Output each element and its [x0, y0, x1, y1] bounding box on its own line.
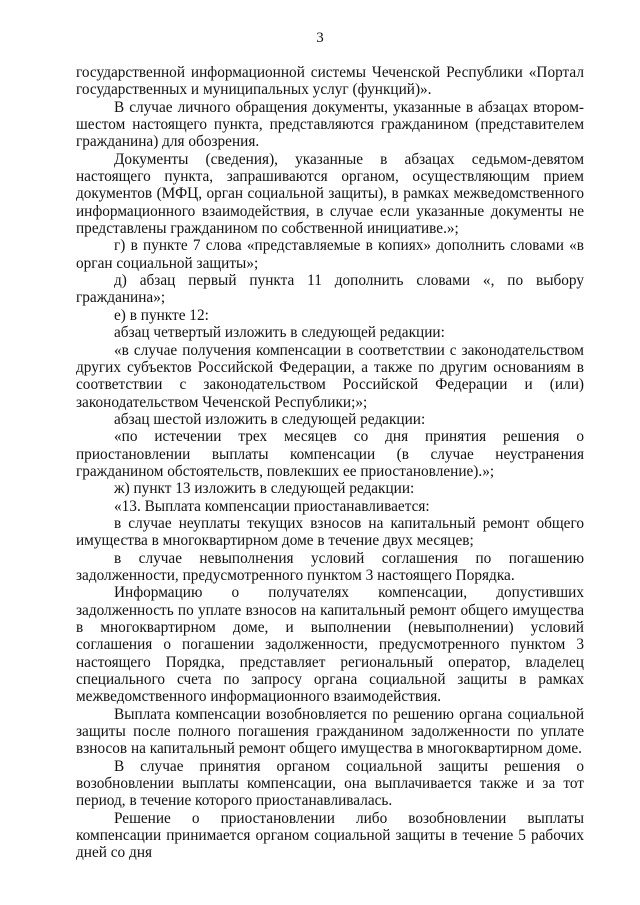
paragraph: в случае невыполнения условий соглашения по погашению задолженности, предусмотренного пунктом 3 настоящего Порядка. [76, 549, 584, 584]
paragraph: в случае неуплаты текущих взносов на капитальный ремонт общего имущества в многоквартирном доме в течение двух месяцев; [76, 514, 584, 550]
paragraph: Выплата компенсации возобновляется по решению органа социальной защиты после полного погашения гражданином задолженности по уплате взносов на капитальный ремонт общего имущества в многоквартирном доме. [76, 705, 584, 758]
paragraph: е) в пункте 12: [114, 306, 209, 324]
paragraph: абзац четвертый изложить в следующей редакции: [114, 324, 445, 342]
paragraph: «в случае получения компенсации в соответствии с законодательством других субъектов Российской Федерации, а также по другим основаниям в соответствии с законодательством Российской Федерации и (или) законодательством Чеченской Республики;»; [76, 341, 584, 411]
paragraph: Решение о приостановлении либо возобновлении выплаты компенсации принимается органом социальной защиты в течение 5 рабочих дней со дня [76, 809, 584, 862]
paragraph: абзац шестой изложить в следующей редакции: [114, 410, 426, 428]
paragraph: «13. Выплата компенсации приостанавливается: [114, 497, 430, 515]
paragraph: В случае личного обращения документы, указанные в абзацах втором-шестом настоящего пункта, представляются гражданином (представителем гражданина) для обозрения. [76, 98, 584, 151]
paragraph: г) в пункте 7 слова «представляемые в копиях» дополнить словами «в орган социальной защиты»; [76, 237, 584, 272]
paragraph: В случае принятия органом социальной защиты решения о возобновлении выплаты компенсации, она выплачивается также и за тот период, в течение которого приостанавливалась. [76, 757, 584, 810]
document-body [76, 64, 584, 862]
paragraph: государственной информационной системы Чеченской Республики «Портал государственных и муниципальных услуг (функций)». [76, 64, 584, 99]
paragraph: Информацию о получателях компенсации, допустивших задолженность по уплате взносов на капитальный ремонт общего имущества в многоквартирном доме, и выполнении (невыполнении) условий соглашения о погашении задолженности, предусмотренного пунктом 3 настоящего Порядка, представляет региональный оператор, владелец специального счета по запросу органа социальной защиты в рамках межведомственного информационного взаимодействия. [76, 584, 584, 706]
paragraph: Документы (сведения), указанные в абзацах седьмом-девятом настоящего пункта, запрашиваются органом, осуществляющим прием документов (МФЦ, орган социальной защиты), в рамках межведомственного информационного взаимодействия, в случае если указанные документы не представлены гражданином по собственной инициативе.»; [76, 150, 584, 238]
paragraph: ж) пункт 13 изложить в следующей редакции: [114, 480, 415, 498]
page-number: 3 [316, 30, 324, 46]
paragraph: «по истечении трех месяцев со дня принятия решения о приостановлении выплаты компенсации (в случае неустранения гражданином обстоятельств, повлекших ее приостановление).»; [76, 428, 584, 480]
paragraph: д) абзац первый пункта 11 дополнить словами «, по выбору гражданина»; [76, 272, 584, 307]
